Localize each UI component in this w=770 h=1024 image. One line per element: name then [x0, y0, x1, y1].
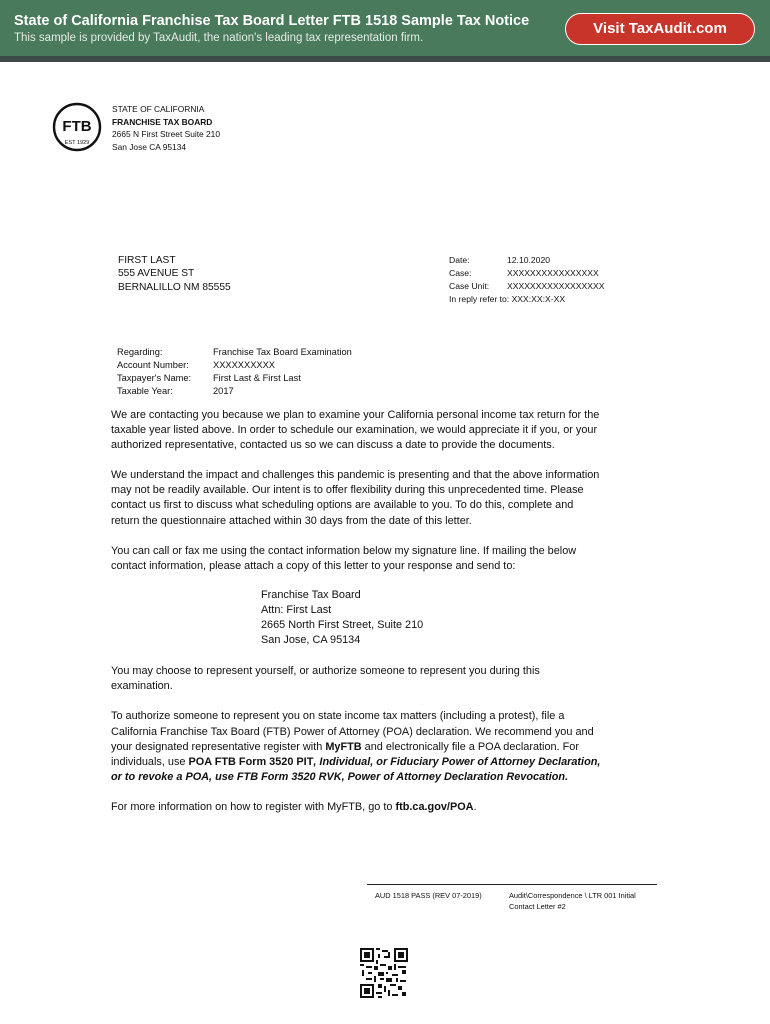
- poa-form-text: POA FTB Form 3520 PIT: [188, 755, 314, 768]
- taxpayer-value: First Last & First Last: [213, 373, 301, 384]
- qr-code: [360, 948, 408, 998]
- mailing-address: [261, 588, 603, 648]
- taxpayer-label: Taxpayer's Name:: [117, 373, 192, 384]
- case-label: Case:: [449, 268, 472, 279]
- paragraph-representation: You may choose to represent yourself, or authorize someone to represent you during this examination.: [111, 665, 540, 693]
- letter-meta: [449, 254, 604, 306]
- recipient-street: 555 AVENUE ST: [118, 268, 195, 280]
- paragraph-examination: We are contacting you because we plan to examine your California personal income tax return for the taxable year listed above. In order to schedule our examination, we would appreciate it if you, or your authorized representative, contacted us so we can discuss a date to provide the documents.: [111, 409, 600, 452]
- visit-taxaudit-button[interactable]: Visit TaxAudit.com: [565, 13, 755, 45]
- taxable-year-value: 2017: [213, 386, 234, 397]
- agency-address: [112, 103, 220, 153]
- paragraph-more-info: For more information on how to register with MyFTB, go to ftb.ca.gov/POA.: [111, 800, 477, 813]
- mailing-attn: Attn: First Last: [261, 603, 332, 616]
- banner-title: State of California Franchise Tax Board Letter FTB 1518 Sample Tax Notice: [14, 13, 530, 29]
- case-value: XXXXXXXXXXXXXXXX: [507, 268, 599, 279]
- agency-city: San Jose CA 95134: [112, 141, 187, 152]
- recipient-address: [118, 254, 231, 294]
- myftb-text: MyFTB: [325, 740, 362, 753]
- account-value: XXXXXXXXXX: [213, 360, 276, 371]
- paragraph-pandemic: We understand the impact and challenges this pandemic is presenting and that the above information may not be readily available. Our intent is to offer flexibility during this unprecedented time. Please contact us first to discuss what scheduling options are available to you. To do this, complete and return the questionnaire attached within 30 days from the date of this letter.: [111, 469, 600, 527]
- ftb-seal-logo: [52, 102, 102, 152]
- regarding-block: [117, 346, 352, 398]
- form-code: AUD 1518 PASS (REV 07-2019): [375, 891, 482, 900]
- banner-subtitle: This sample is provided by TaxAudit, the nation's leading tax representation firm.: [14, 32, 424, 44]
- regarding-label: Regarding:: [117, 347, 163, 357]
- seal-est: EST 1929: [64, 140, 90, 146]
- taxable-year-label: Taxable Year:: [117, 386, 173, 397]
- recipient-name: FIRST LAST: [118, 255, 176, 266]
- regarding-value: Franchise Tax Board Examination: [213, 347, 352, 357]
- date-label: Date:: [449, 255, 470, 265]
- poa-form-detail: , Individual, or Fiduciary Power of Attorney Declaration, or to revoke a POA, use FTB Form 3520 RVK, Power of Attorney Declaration Revocation.: [111, 755, 601, 783]
- paragraph-contact: You can call or fax me using the contact information below my signature line. If mailing the below contact information, please attach a copy of this letter to your response and send to:: [111, 544, 577, 572]
- mailing-agency: Franchise Tax Board: [261, 588, 361, 601]
- agency-name: FRANCHISE TAX BOARD: [112, 116, 213, 127]
- letter-body: [111, 408, 603, 815]
- footer-rule: [367, 884, 657, 885]
- banner-divider: [0, 56, 770, 62]
- recipient-city: BERNALILLO NM 85555: [118, 281, 231, 293]
- top-banner: [0, 0, 770, 56]
- date-value: 12.10.2020: [507, 255, 551, 265]
- case-unit-label: Case Unit:: [449, 281, 490, 292]
- agency-street: 2665 N First Street Suite 210: [112, 129, 220, 139]
- mailing-city: San Jose, CA 95134: [261, 634, 361, 647]
- seal-text: FTB: [62, 118, 92, 135]
- mailing-street: 2665 North First Street, Suite 210: [261, 619, 424, 632]
- correspondence-reference: Audit\Correspondence \ LTR 001 Initial Contact Letter #2: [509, 891, 636, 911]
- case-unit-value: XXXXXXXXXXXXXXXXX: [507, 281, 605, 292]
- ftb-poa-link[interactable]: ftb.ca.gov/POA: [395, 800, 474, 813]
- reply-reference: In reply refer to: XXX:XX:X-XX: [449, 294, 566, 305]
- agency-state: STATE OF CALIFORNIA: [112, 104, 205, 114]
- account-label: Account Number:: [117, 360, 189, 371]
- paragraph-poa: To authorize someone to represent you on state income tax matters (including a protest), file a California Franchise Tax Board (FTB) Power of Attorney (POA) declaration. We recommend you and your designated representative register with MyFTB and electronically file a POA declaration. For individuals, use POA FTB Form 3520 PIT, Individual, or Fiduciary Power of Attorney Declaration, or to revoke a POA, use FTB Form 3520 RVK, Power of Attorney Declaration Revocation.: [111, 710, 601, 783]
